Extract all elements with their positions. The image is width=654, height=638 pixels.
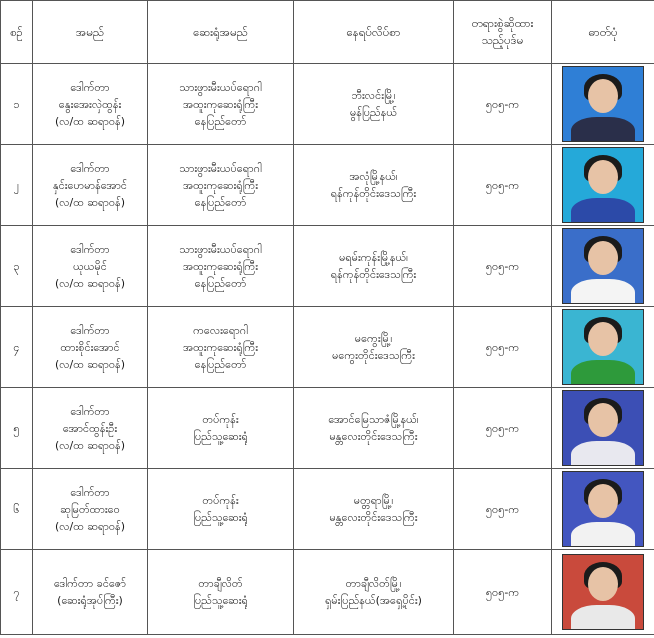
row-photo-cell <box>552 145 654 226</box>
row-photo-cell <box>552 307 654 388</box>
header-photo: ဓာတ်ပုံ <box>552 1 654 64</box>
row-name: ဒေါက်တာ အောင်ထွန်းဦး (လ/ထ ဆရာဝန်) <box>33 388 148 469</box>
row-name: ဒေါက်တာ ယုယမိုင် (လ/ထ ဆရာဝန်) <box>33 226 148 307</box>
portrait-photo <box>562 309 644 385</box>
row-hospital: သားဖွားမီးယပ်ရောဂါ အထူးကုဆေးရုံကြီး နေပြည်တော် <box>148 64 294 145</box>
portrait-photo <box>562 66 644 142</box>
row-number: ၃ <box>1 226 33 307</box>
row-hospital: သားဖွားမီးယပ်ရောဂါ အထူးကုဆေးရုံကြီး နေပြည်တော် <box>148 226 294 307</box>
row-number: ၇ <box>1 550 33 635</box>
row-address: မရမ်းကုန်းမြို့နယ်၊ ရန်ကုန်တိုင်းဒေသကြီး <box>294 226 454 307</box>
row-address: မတ္တရာမြို့၊ မန္တလေးတိုင်းဒေသကြီး <box>294 469 454 550</box>
row-address: မကွေးမြို့၊ မကွေးတိုင်းဒေသကြီး <box>294 307 454 388</box>
portrait-photo <box>562 471 644 547</box>
row-number: ၅ <box>1 388 33 469</box>
row-name: ဒေါက်တာ ခင်ဇော် (ဆေးရုံအုပ်ကြီး) <box>33 550 148 635</box>
row-section: ၅၀၅-က <box>454 388 552 469</box>
row-section: ၅၀၅-က <box>454 469 552 550</box>
portrait-photo <box>562 147 644 223</box>
row-section: ၅၀၅-က <box>454 226 552 307</box>
row-name: ဒေါက်တာ နှင်းဟေမာန်အောင် (လ/ထ ဆရာဝန်) <box>33 145 148 226</box>
portrait-photo <box>562 554 644 630</box>
table-row <box>1 226 654 307</box>
row-hospital: သားဖွားမီးယပ်ရောဂါ အထူးကုဆေးရုံကြီး နေပြည်တော် <box>148 145 294 226</box>
row-photo-cell <box>552 469 654 550</box>
row-address: ဘီးလင်းမြို့၊ မွန်ပြည်နယ် <box>294 64 454 145</box>
header-address: နေရပ်လိပ်စာ <box>294 1 454 64</box>
row-address: အောင်မြေသာဇံမြို့နယ်၊ မန္တလေးတိုင်းဒေသကြီး <box>294 388 454 469</box>
table-row <box>1 307 654 388</box>
row-number: ၁ <box>1 64 33 145</box>
row-section: ၅၀၅-က <box>454 307 552 388</box>
row-address: တာချီလိတ်မြို့၊ ရှမ်းပြည်နယ်(အရှေ့ပိုင်း) <box>294 550 454 635</box>
table-row <box>1 550 654 635</box>
row-hospital: တာချီလိတ် ပြည်သူ့ဆေးရုံ <box>148 550 294 635</box>
row-number: ၄ <box>1 307 33 388</box>
header-hospital: ဆေးရုံအမည် <box>148 1 294 64</box>
row-name: ဒေါက်တာ ထားစိုင်းအောင် (လ/ထ ဆရာဝန်) <box>33 307 148 388</box>
row-photo-cell <box>552 64 654 145</box>
table-row <box>1 145 654 226</box>
row-photo-cell <box>552 388 654 469</box>
row-name: ဒေါက်တာ ဆုမြတ်ထားဝေ (လ/ထ ဆရာဝန်) <box>33 469 148 550</box>
portrait-photo <box>562 228 644 304</box>
row-number: ၂ <box>1 145 33 226</box>
row-hospital: ကလေးရောဂါ အထူးကုဆေးရုံကြီး နေပြည်တော် <box>148 307 294 388</box>
row-address: အလုံမြို့နယ်၊ ရန်ကုန်တိုင်းဒေသကြီး <box>294 145 454 226</box>
header-row <box>1 1 654 64</box>
header-name: အမည် <box>33 1 148 64</box>
row-hospital: တပ်ကုန်း ပြည်သူ့ဆေးရုံ <box>148 469 294 550</box>
row-section: ၅၀၅-က <box>454 64 552 145</box>
row-photo-cell <box>552 226 654 307</box>
table-row <box>1 64 654 145</box>
row-name: ဒေါက်တာ နွေးအေးလှဲထွန်း (လ/ထ ဆရာဝန်) <box>33 64 148 145</box>
table-row <box>1 469 654 550</box>
header-no: စဉ် <box>1 1 33 64</box>
table-row <box>1 388 654 469</box>
portrait-photo <box>562 390 644 466</box>
header-section: တရားစွဲဆိုထား သည့်ပုဒ်မ <box>454 1 552 64</box>
row-hospital: တပ်ကုန်း ပြည်သူ့ဆေးရုံ <box>148 388 294 469</box>
row-number: ၆ <box>1 469 33 550</box>
row-section: ၅၀၅-က <box>454 550 552 635</box>
row-section: ၅၀၅-က <box>454 145 552 226</box>
row-photo-cell <box>552 550 654 635</box>
